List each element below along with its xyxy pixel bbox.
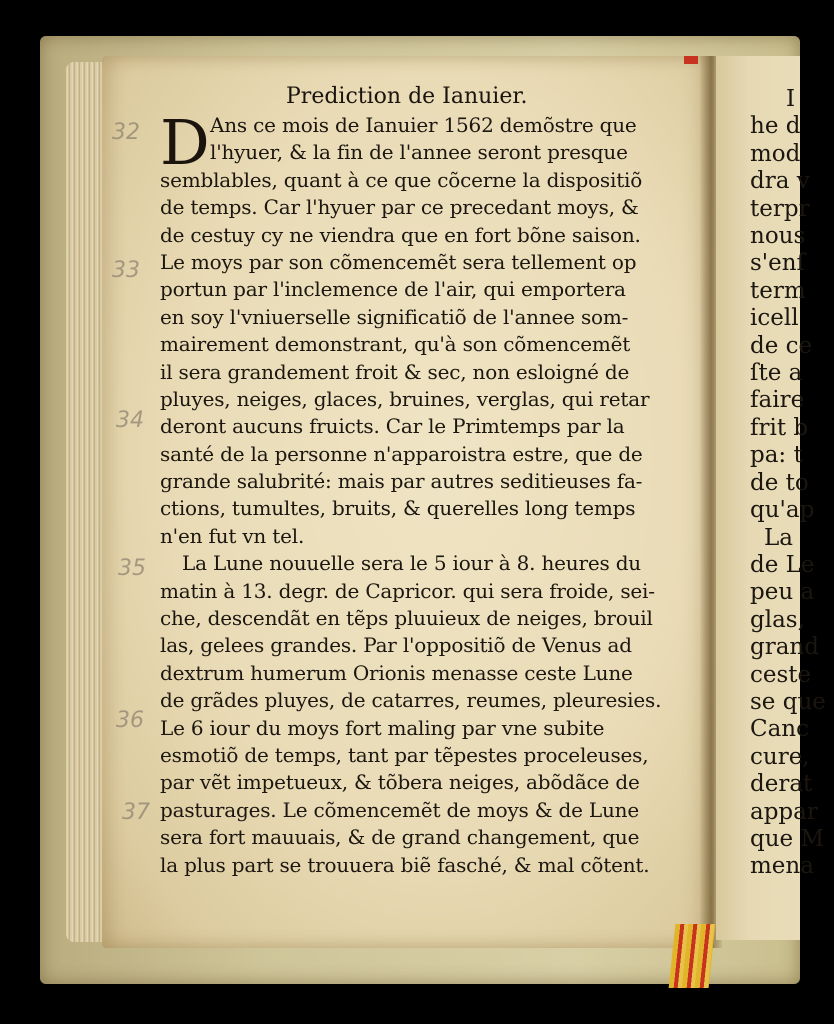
facing-line: peu a xyxy=(750,579,815,606)
text-line: Ans ce mois de Ianuier 1562 demõstre que xyxy=(210,113,637,137)
facing-line: term xyxy=(750,277,806,304)
body-text xyxy=(160,106,662,879)
text-line: mairement demonstrant, qu'à son cõmencemẽt xyxy=(160,332,631,357)
text-line: grande salubrité: mais par autres seditieuses fa- xyxy=(160,469,643,494)
facing-page-text xyxy=(716,86,826,881)
text-line: n'en fut vn tel. xyxy=(160,523,305,548)
text-line: ctions, tumultes, bruits, & querelles long temps xyxy=(160,496,636,521)
margin-number: 36 xyxy=(116,708,144,733)
text-line: La Lune nouuelle sera le 5 iour à 8. heures du xyxy=(182,551,641,576)
text-line: l'hyuer, & la fin de l'annee seront presque xyxy=(210,140,628,165)
facing-line: he d xyxy=(750,113,801,140)
text-line: pluyes, neiges, glaces, bruines, verglas, qui retar xyxy=(160,386,650,411)
text-line: par vẽt impetueux, & tõbera neiges, abõdãce de xyxy=(160,770,640,795)
text-line: deront aucuns fruicts. Car le Primtemps par la xyxy=(160,414,625,439)
text-line: esmotiõ de temps, tant par tẽpestes proceleuses, xyxy=(160,742,649,767)
bookmark-ribbon xyxy=(669,924,716,988)
page-title: Prediction de Ianuier. xyxy=(286,84,528,109)
ribbon-top xyxy=(684,56,698,64)
facing-line: qu'ap xyxy=(750,497,815,524)
text-line: las, gelees grandes. Par l'oppositiõ de Venus ad xyxy=(160,633,632,658)
text-line: Le moys par son cõmencemẽt sera tellement op xyxy=(160,249,637,274)
facing-line: nous xyxy=(750,223,806,250)
facing-line: faire xyxy=(750,387,805,414)
text-line: de grãdes pluyes, de catarres, reumes, pleuresies. xyxy=(160,688,662,713)
margin-number: 35 xyxy=(118,556,146,581)
facing-line: ceste xyxy=(750,661,812,688)
facing-line: mena xyxy=(750,853,814,880)
facing-line: que M xyxy=(750,825,825,852)
facing-line: La xyxy=(764,524,793,551)
drop-cap: D xyxy=(160,106,210,179)
facing-page xyxy=(716,56,826,940)
text-line: semblables, quant à ce que cõcerne la dispositiõ xyxy=(160,167,643,192)
text-line: matin à 13. degr. de Capricor. qui sera froide, sei- xyxy=(160,578,655,603)
text-line: en soy l'vniuerselle significatiõ de l'annee som- xyxy=(160,304,629,329)
facing-line: s'enſ xyxy=(750,250,806,277)
margin-number: 32 xyxy=(112,120,140,145)
facing-line: I xyxy=(786,86,796,112)
text-line: il sera grandement froit & sec, non esloigné de xyxy=(160,359,630,384)
text-line: portun par l'inclemence de l'air, qui emportera xyxy=(160,277,626,302)
text-line: de cestuy cy ne viendra que en fort bõne saison. xyxy=(160,222,641,247)
facing-line: de ce xyxy=(750,332,813,359)
text-line: de temps. Car l'hyuer par ce precedant moys, & xyxy=(160,195,639,220)
facing-line: Canc xyxy=(750,716,810,743)
facing-line: ſte a xyxy=(750,360,803,387)
text-line: santé de la personne n'apparoistra estre, que de xyxy=(160,441,643,466)
facing-line: de to xyxy=(750,469,809,496)
facing-line: grand xyxy=(750,634,819,661)
facing-line: mod xyxy=(750,140,801,167)
facing-line: appar xyxy=(750,798,818,825)
facing-line: de Le xyxy=(750,551,815,578)
text-line: pasturages. Le cõmencemẽt de moys & de Lune xyxy=(160,797,639,822)
facing-line: dra v xyxy=(750,168,810,195)
facing-line: pa: t xyxy=(750,442,803,469)
facing-line: cure, xyxy=(750,743,810,770)
text-line: la plus part se trouuera biẽ fasché, & mal cõtent. xyxy=(160,852,650,877)
facing-line: glas, xyxy=(750,606,805,633)
text-line: dextrum humerum Orionis menasse ceste Lune xyxy=(160,660,633,685)
margin-number: 37 xyxy=(122,800,150,825)
facing-line: derat xyxy=(750,771,813,798)
margin-number: 33 xyxy=(112,258,140,283)
facing-line: frit b xyxy=(750,414,809,441)
facing-line: icell xyxy=(750,305,799,332)
margin-number: 34 xyxy=(116,408,144,433)
text-line: sera fort mauuais, & de grand changement, que xyxy=(160,825,640,850)
text-line: che, descendãt en tẽps pluuieux de neiges, brouil xyxy=(160,606,653,631)
facing-line: terpr xyxy=(750,195,810,222)
text-line: Le 6 iour du moys fort maling par vne subite xyxy=(160,715,605,740)
facing-line: se que xyxy=(750,688,826,715)
